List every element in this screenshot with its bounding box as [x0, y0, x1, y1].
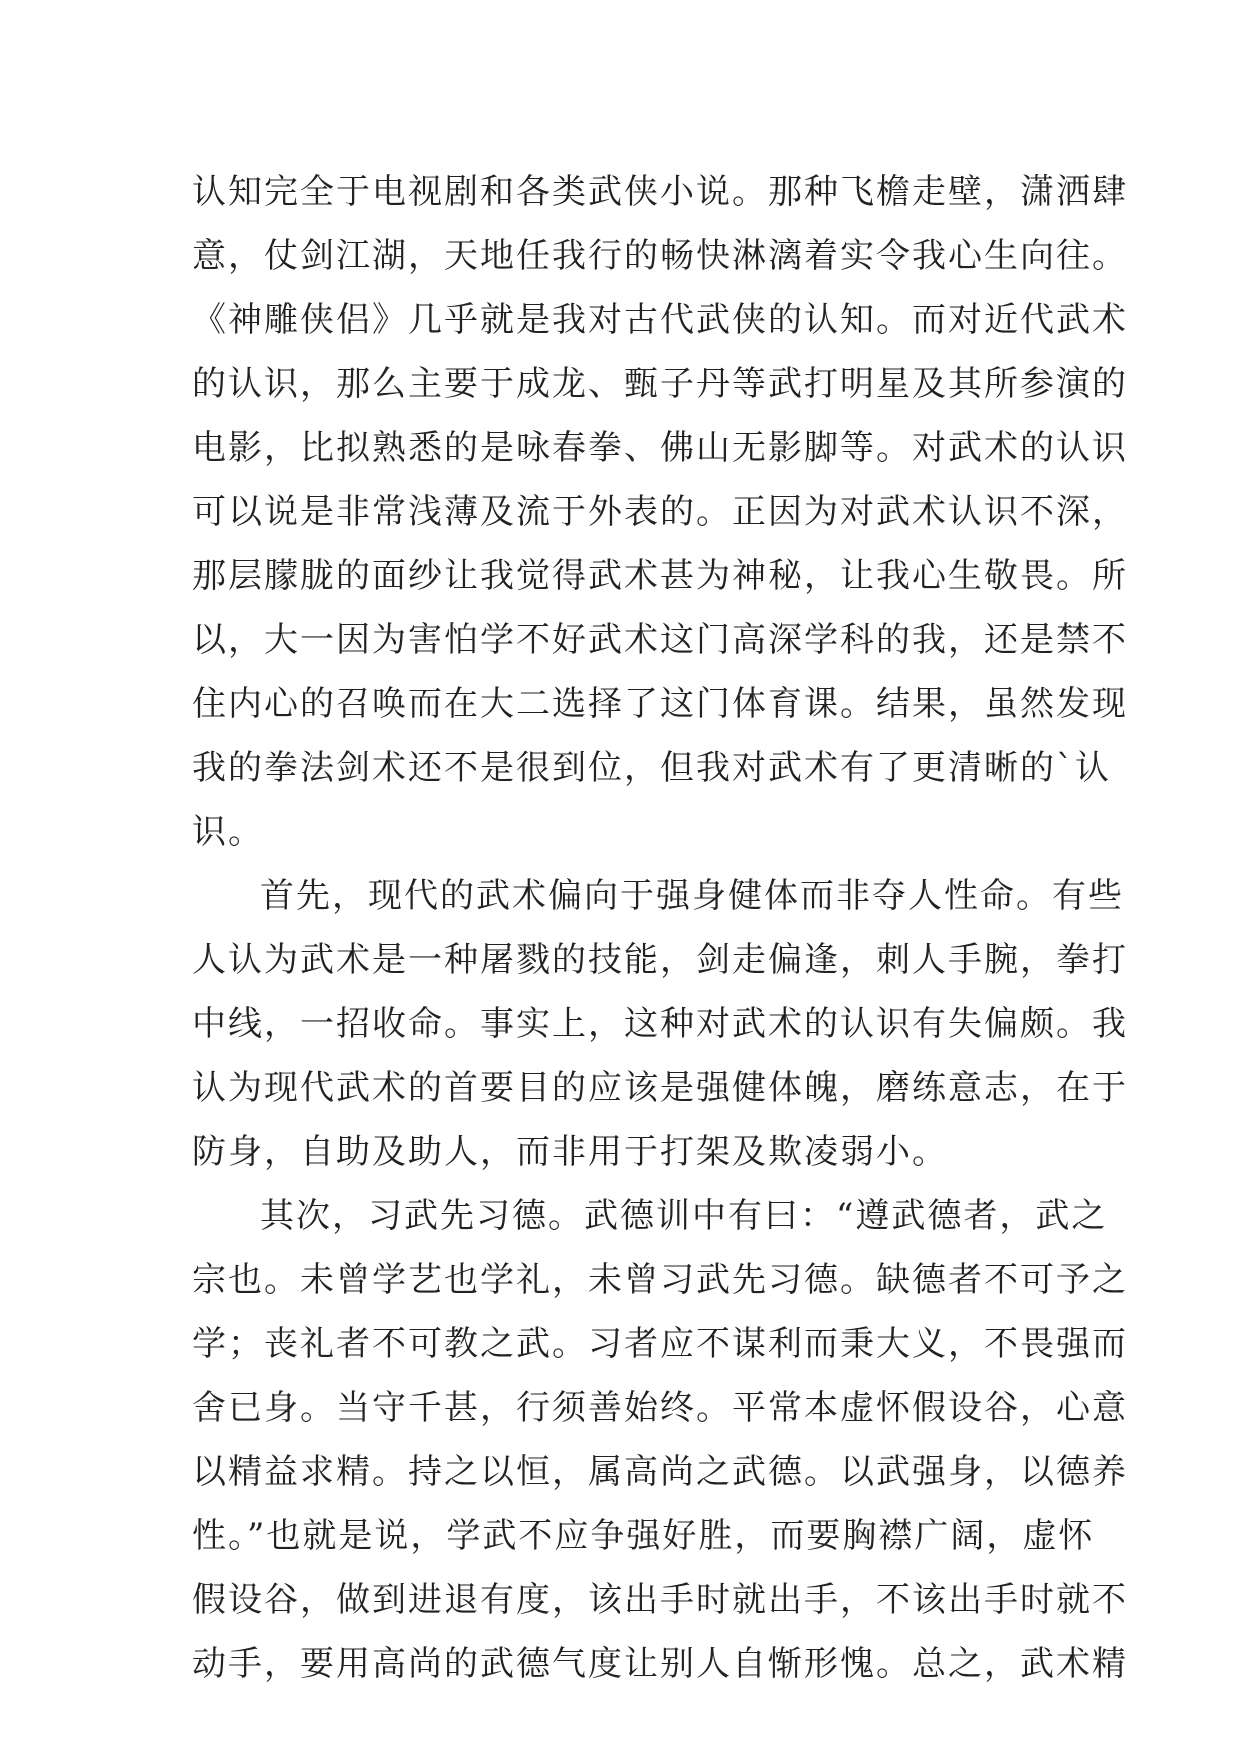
text-line: 电影，比拟熟悉的是咏春拳、佛山无影脚等。对武术的认识 [192, 428, 1128, 468]
text-line: 假设谷，做到进退有度，该出手时就出手，不该出手时就不 [192, 1580, 1128, 1620]
text-line: 可以说是非常浅薄及流于外表的。正因为对武术认识不深， [192, 492, 1128, 532]
text-line: 的认识，那么主要于成龙、甄子丹等武打明星及其所参演的 [192, 364, 1128, 404]
text-line: 我的拳法剑术还不是很到位，但我对武术有了更清晰的`认 [192, 748, 1111, 788]
text-line: 性。”也就是说，学武不应争强好胜，而要胸襟广阔，虚怀 [192, 1516, 1095, 1556]
paragraph-start-line: 首先，现代的武术偏向于强身健体而非夺人性命。有些 [260, 876, 1124, 916]
text-line: 以，大一因为害怕学不好武术这门高深学科的我，还是禁不 [192, 620, 1128, 660]
text-line: 人认为武术是一种屠戮的技能，剑走偏逢，刺人手腕，拳打 [192, 940, 1128, 980]
body-text [192, 160, 1128, 1696]
paragraph-start-line: 其次，习武先习德。武德训中有曰：“遵武德者，武之 [260, 1196, 1108, 1236]
text-line: 认为现代武术的首要目的应该是强健体魄，磨练意志，在于 [192, 1068, 1128, 1108]
text-line: 学；丧礼者不可教之武。习者应不谋利而秉大义，不畏强而 [192, 1324, 1128, 1364]
text-line: 意，仗剑江湖，天地任我行的畅快淋漓着实令我心生向往。 [192, 236, 1128, 276]
text-line: 防身，自助及助人，而非用于打架及欺凌弱小。 [192, 1132, 948, 1172]
text-line: 以精益求精。持之以恒，属高尚之武德。以武强身，以德养 [192, 1452, 1128, 1492]
text-line: 那层朦胧的面纱让我觉得武术甚为神秘，让我心生敬畏。所 [192, 556, 1128, 596]
text-line: 住内心的召唤而在大二选择了这门体育课。结果，虽然发现 [192, 684, 1128, 724]
text-line: 舍已身。当守千甚，行须善始终。平常本虚怀假设谷，心意 [192, 1388, 1128, 1428]
text-line: 宗也。未曾学艺也学礼，未曾习武先习德。缺德者不可予之 [192, 1260, 1128, 1300]
text-line: 认知完全于电视剧和各类武侠小说。那种飞檐走壁，潇洒肆 [192, 172, 1128, 212]
text-line: 动手，要用高尚的武德气度让别人自惭形愧。总之，武术精 [192, 1644, 1128, 1684]
text-line: 《神雕侠侣》几乎就是我对古代武侠的认知。而对近代武术 [192, 300, 1128, 340]
text-line: 识。 [192, 812, 264, 852]
text-line: 中线，一招收命。事实上，这种对武术的认识有失偏颇。我 [192, 1004, 1128, 1044]
